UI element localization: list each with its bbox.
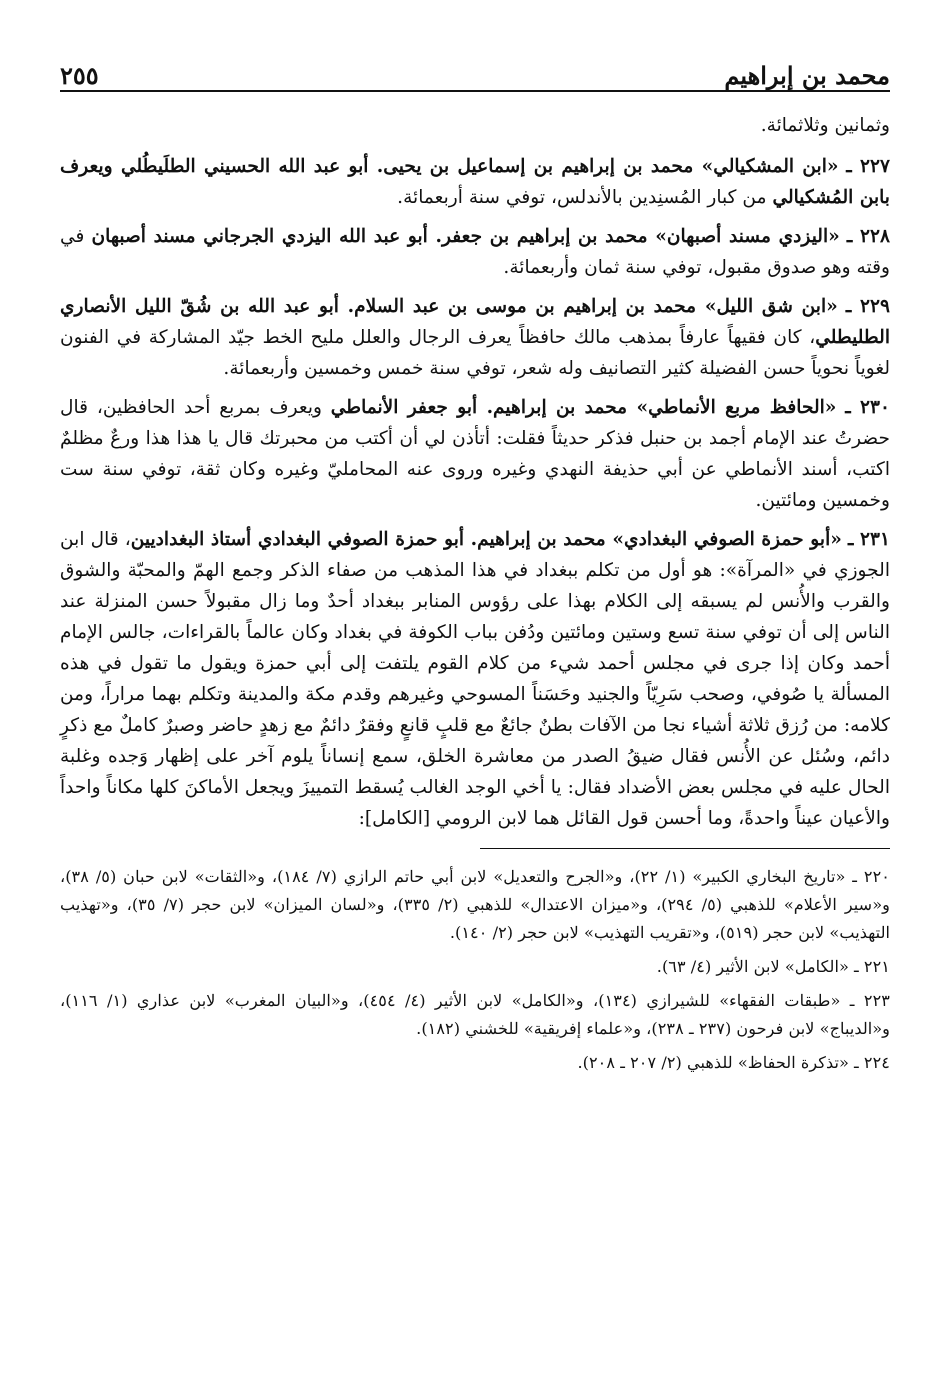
footnote-224: ٢٢٤ ـ «تذكرة الحفاظ» للذهبي (٢/ ٢٠٧ ـ ٢٠٨). [577, 1053, 890, 1072]
running-header [60, 40, 890, 92]
footnote-223: ٢٢٣ ـ «طبقات الفقهاء» للشيرازي (١٣٤)، و«الكامل» لابن الأثير (٤/ ٤٥٤)، و«البيان المغرب» لابن عذاري (١/ ١١٦)، و«الديباج» لابن فرحون (٢٣٧ ـ ٢٣٨)، و«علماء إفريقية» للخشني (١٨٢). [60, 991, 890, 1038]
entry-text: في وقته وهو صدوق مقبول، توفي سنة ثمان وأربعمائة. [60, 226, 890, 278]
entry-229 [60, 291, 890, 384]
continuation-line: وثمانين وثلاثمائة. [760, 115, 890, 136]
footnote-divider [480, 848, 890, 849]
entry-heading: «ابن شق الليل» محمد بن إبراهيم بن موسى بن عبد السلام. أبو عبد الله بن شُقّ الليل الأنصاري الطليطلي [60, 296, 890, 348]
entry-heading: «الحافظ مربع الأنماطي» محمد بن إبراهيم. أبو جعفر الأنماطي [330, 397, 837, 418]
entry-231 [60, 524, 890, 834]
entry-228 [60, 221, 890, 283]
entry-227 [60, 151, 890, 213]
entry-number: ٢٢٩ ـ [845, 296, 890, 317]
entry-text: ، كان فقيهاً عارفاً بمذهب مالك حافظاً يعرف الرجال والعلل مليح الخط جيّد المشاركة في الفنون لغوياً نحوياً حسن الفضيلة كثير التصانيف وله شعر، توفي سنة خمس وخمسين وأربعمائة. [60, 327, 890, 379]
main-text [60, 110, 890, 834]
entry-heading: «اليزدي مسند أصبهان» محمد بن إبراهيم بن جعفر. أبو عبد الله اليزدي الجرجاني مسند أصبهان [91, 226, 840, 247]
entry-text: ، قال ابن الجوزي في «المرآة»: هو أول من تكلم ببغداد في هذا المذهب من صفاء الذكر وجمع الهمّ والمحبّة والشوق والقرب والأُنس لم يسبقه إلى الكلام بهذا على رؤوس المنابر ببغداد أحدٌ وما زال مقبولاً حسن المنزلة عند الناس إلى أن توفي سنة تسع وستين ومائتين ودُفن بباب الكوفة في بغداد وكان عالماً بالقراءات، جالس الإمام أحمد وكان إذا جرى في مجلس أحمد شيء من كلام القوم يلتفت إلى أبي حمزة ويقول ما تقول في هذه المسألة يا صُوفي، وصحب سَرِيّاً والجنيد وحَسَناً المسوحي وغيرهم وقدم مكة والمدينة وتكلم بهما مراراً، ومن كلامه: من رُزق ثلاثة أشياء نجا من الآفات بطنٌ جائعٌ مع قلبٍ قانعٍ وفقرٌ دائمٌ مع زهدٍ حاضر وصبرٌ كاملٌ مع ذكرٍ دائم، وسُئل عن الأُنس فقال ضيقُ الصدر من معاشرة الخلق، سمع إنساناً يلوم آخر على إظهار وَجده وغلبة الحال عليه في مجلس بعض الأضداد فقال: يا أخي الوجد الغالب يُسقط التمييزَ ويجعل الأماكنَ كلها مكاناً واحداً والأعيان عيناً واحدةً، وما أحسن قول القائل هما لابن الرومي [الكامل]: [60, 529, 890, 829]
footnote-221: ٢٢١ ـ «الكامل» لابن الأثير (٤/ ٦٣). [656, 957, 890, 976]
entry-heading: «أبو حمزة الصوفي البغدادي» محمد بن إبراهيم. أبو حمزة الصوفي البغدادي أستاذ البغداديين [130, 529, 842, 550]
entry-number: ٢٢٧ ـ [846, 156, 891, 177]
entry-number: ٢٣١ ـ [847, 529, 890, 550]
footnote-220: ٢٢٠ ـ «تاريخ البخاري الكبير» (١/ ٢٢)، و«الجرح والتعديل» لابن أبي حاتم الرازي (٧/ ١٨٤)، و«الثقات» لابن حبان (٥/ ٣٨)، و«سير الأعلام» للذهبي (٥/ ٢٩٤)، و«ميزان الاعتدال» للذهبي (٢/ ٣٣٥)، و«لسان الميزان» لابن حجر (٧/ ٣٥)، و«تهذيب التهذيب» لابن حجر (٥١٩)، و«تقريب التهذيب» لابن حجر (٢/ ١٤٠). [60, 867, 891, 942]
running-title: محمد بن إبراهيم [724, 61, 890, 90]
entry-text: ويعرف بمربع أحد الحافظين، قال حضرتُ عند الإمام أجمد بن حنبل فذكر حديثاً فقلت: أتأذن لي أن أكتب من محبرتك قال يا هذا هذا ورعٌ مظلمٌ اكتب، أسند الأنماطي عن أبي حذيفة النهدي وغيره وروى عنه المحامليّ وغيره وكان ثقة، توفي سنة ست وخمسين ومائتين. [60, 397, 890, 511]
footnotes [60, 863, 890, 1077]
entry-number: ٢٢٨ ـ [846, 226, 890, 247]
entry-text: من كبار المُسنِدين بالأندلس، توفي سنة أربعمائة. [397, 187, 773, 208]
entry-heading: «ابن المشكيالي» محمد بن إبراهيم بن إسماعيل بن يحيى. أبو عبد الله الحسيني الطلَيطُلي ويعرف بابن المُشكيالي [60, 156, 890, 208]
page-number: ٢٥٥ [60, 61, 99, 90]
entry-230 [60, 392, 890, 516]
entry-number: ٢٣٠ ـ [845, 397, 891, 418]
book-page [60, 40, 890, 1083]
